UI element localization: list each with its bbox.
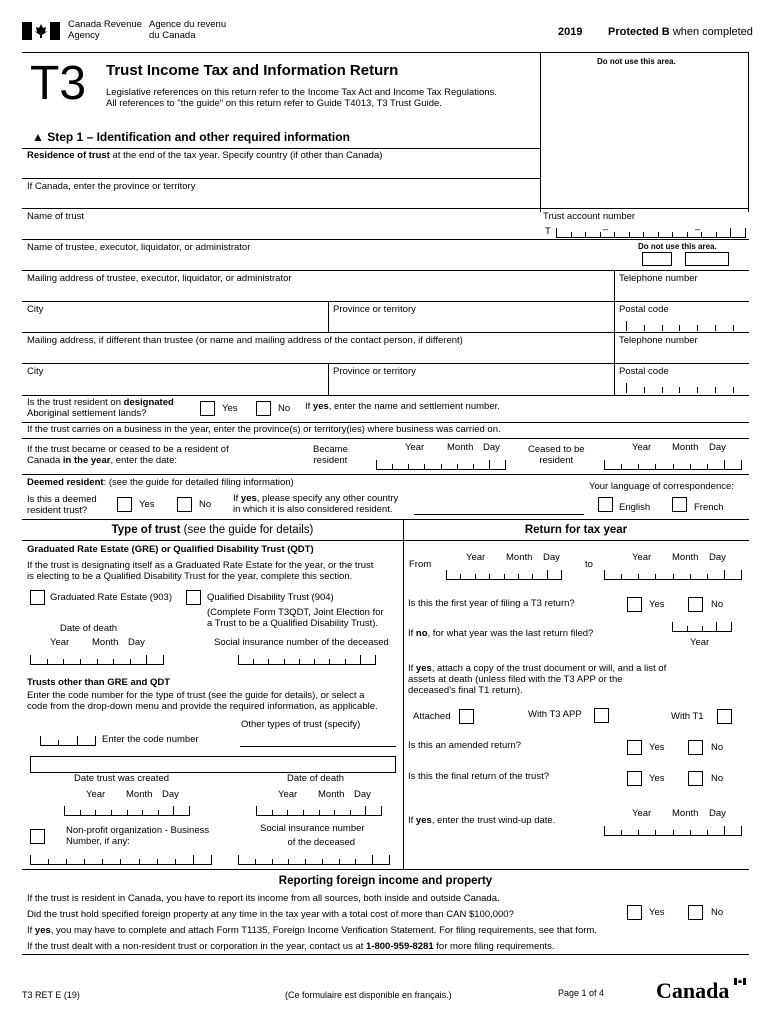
foreign-property-question: Did the trust hold specified foreign property at any time in the tax year with a total cost of more than CAN $100,000?	[27, 909, 514, 920]
trustee-label: Name of trustee, executor, liquidator, or administrator	[27, 242, 251, 253]
form-code: T3	[30, 57, 87, 110]
agency-fr: Agence du revenu du Canada	[149, 19, 227, 41]
with-t3app-checkbox[interactable]	[594, 708, 609, 723]
code-dropdown[interactable]	[30, 756, 396, 773]
gre-heading: Graduated Rate Estate (GRE) or Qualified Disability Trust (QDT)	[27, 544, 314, 555]
npo-checkbox[interactable]	[30, 829, 45, 844]
english-checkbox[interactable]	[598, 497, 613, 512]
mailing-label: Mailing address of trustee, executor, liquidator, or administrator	[27, 273, 292, 284]
final-no-checkbox[interactable]	[688, 771, 703, 786]
windup-date-field[interactable]	[604, 826, 742, 836]
first-year-yes-checkbox[interactable]	[627, 597, 642, 612]
telephone-label: Telephone number	[619, 273, 698, 284]
amended-yes-checkbox[interactable]	[627, 740, 642, 755]
ceased-resident-date[interactable]	[604, 460, 742, 470]
do-not-use-area: Do not use this area.	[597, 57, 676, 66]
final-yes-checkbox[interactable]	[627, 771, 642, 786]
deemed-country-input[interactable]	[414, 514, 584, 515]
protected-label: Protected B when completed	[608, 26, 753, 38]
page-number: Page 1 of 4	[558, 988, 605, 998]
type-of-trust-heading: Type of trust (see the guide for details)	[111, 524, 314, 536]
last-return-year[interactable]	[672, 622, 732, 632]
form-code-footer: T3 RET E (19)	[22, 990, 80, 1000]
residence-label: Residence of trust at the end of the tax year. Specify country (if other than Canada)	[27, 150, 383, 161]
designated-no-checkbox[interactable]	[256, 401, 271, 416]
date-created-field[interactable]	[64, 806, 190, 816]
business-label: If the trust carries on a business in the year, enter the province(s) or territory(ies) where business was carried on.	[27, 424, 501, 435]
designated-label: Is the trust resident on designated Aboriginal settlement lands?	[27, 397, 174, 419]
tax-year-from[interactable]	[446, 570, 562, 580]
deemed-yes-checkbox[interactable]	[117, 497, 132, 512]
gre-903-checkbox[interactable]	[30, 590, 45, 605]
office-use-box-2	[685, 252, 729, 266]
with-t1-checkbox[interactable]	[717, 709, 732, 724]
postal-code-field[interactable]	[626, 321, 734, 331]
canada-flag-icon	[22, 22, 60, 40]
trust-code-field[interactable]	[40, 736, 96, 746]
foreign-yes-checkbox[interactable]	[627, 905, 642, 920]
npo-bn-field[interactable]	[30, 855, 212, 865]
sin-deceased-field[interactable]	[238, 855, 390, 865]
french-available: (Ce formulaire est disponible en français.)	[285, 990, 452, 1000]
designated-yes-checkbox[interactable]	[200, 401, 215, 416]
tax-year: 2019	[558, 26, 583, 38]
language-label: Your language of correspondence:	[589, 481, 734, 492]
postal-code-field-2[interactable]	[626, 383, 734, 393]
office-use-box-1	[642, 252, 672, 266]
account-number-label: Trust account number	[543, 211, 636, 222]
province-label: If Canada, enter the province or territory	[27, 181, 196, 192]
return-year-heading: Return for tax year	[524, 524, 628, 536]
became-label: If the trust became or ceased to be a resident of Canada in the year, enter the date:	[27, 444, 229, 466]
agency-en: Canada Revenue Agency	[68, 19, 142, 41]
french-checkbox[interactable]	[672, 497, 687, 512]
other-trusts-heading: Trusts other than GRE and QDT	[27, 677, 171, 688]
gre-sin-field[interactable]	[238, 655, 376, 665]
wordmark-flag-icon	[734, 977, 746, 984]
canada-wordmark: Canada	[656, 978, 730, 1003]
date-of-death-field[interactable]	[256, 806, 382, 816]
gre-date-of-death[interactable]	[30, 655, 164, 665]
tax-year-to[interactable]	[604, 570, 742, 580]
account-number-field[interactable]	[556, 228, 746, 238]
form-title: Trust Income Tax and Information Return	[106, 62, 399, 79]
attached-checkbox[interactable]	[459, 709, 474, 724]
foreign-heading: Reporting foreign income and property	[278, 875, 493, 887]
other-types-input[interactable]	[240, 746, 396, 747]
amended-no-checkbox[interactable]	[688, 740, 703, 755]
legislative-note: Legislative references on this return refer to the Income Tax Act and Income Tax Regulations. All references to "the guide" on this return refer to Guide T4013, T3 Trust Guide.	[106, 87, 497, 109]
step1-heading: ▲ Step 1 – Identification and other required information	[32, 130, 350, 144]
deemed-no-checkbox[interactable]	[177, 497, 192, 512]
first-year-no-checkbox[interactable]	[688, 597, 703, 612]
deemed-label: Deemed resident: (see the guide for detailed filing information)	[27, 477, 294, 488]
foreign-no-checkbox[interactable]	[688, 905, 703, 920]
became-resident-date[interactable]	[376, 460, 506, 470]
qdt-904-checkbox[interactable]	[186, 590, 201, 605]
name-of-trust-label: Name of trust	[27, 211, 85, 222]
